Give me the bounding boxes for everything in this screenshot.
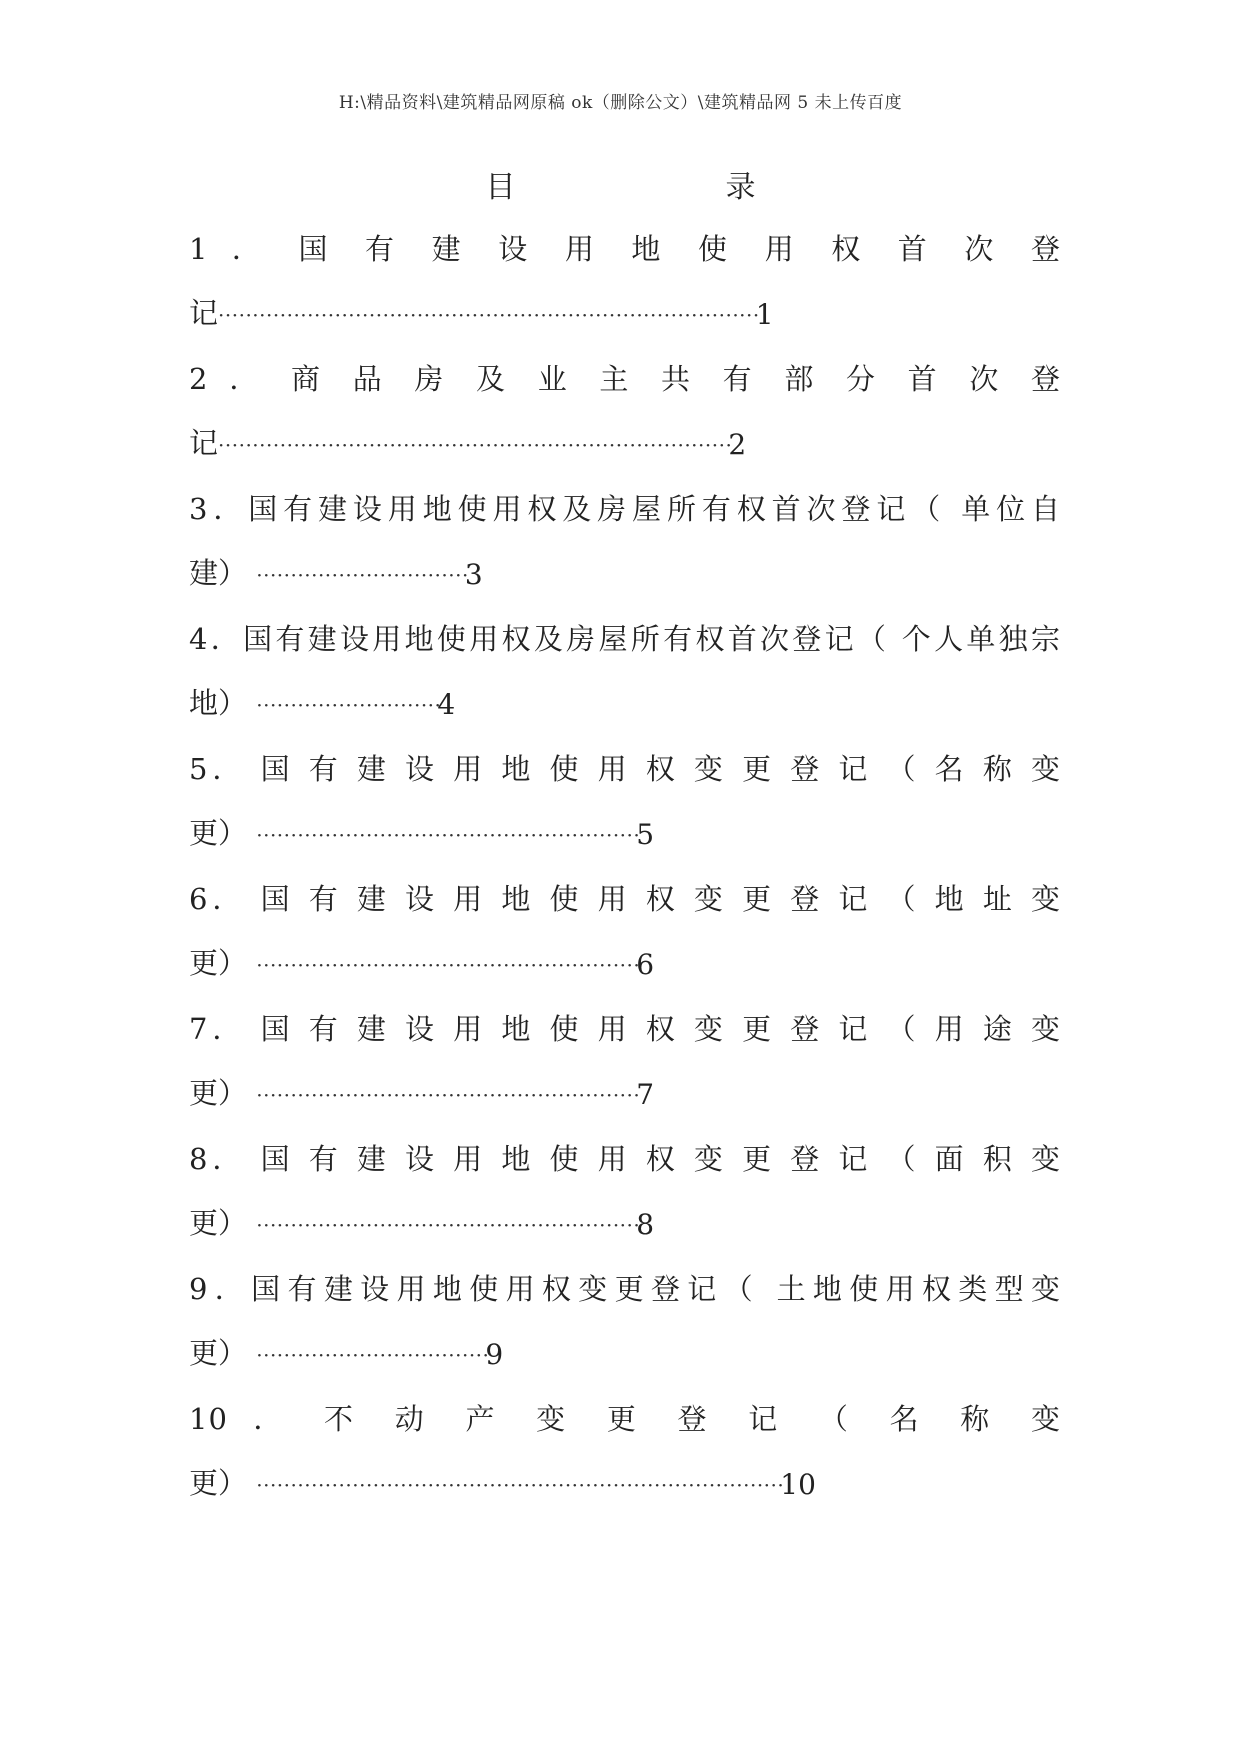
toc-entry-6[interactable]: [189, 874, 1061, 1004]
toc-entry-title: 7． 国 有 建 设 用 地 使 用 权 变 更 登 记 （ 用 途 变: [189, 1012, 1061, 1046]
toc-entry-continuation: [189, 1068, 1061, 1134]
toc-entry-title: 5． 国 有 建 设 用 地 使 用 权 变 更 登 记 （ 名 称 变: [189, 752, 1061, 786]
toc-entry-4[interactable]: [189, 614, 1061, 744]
toc-entry-continuation: [189, 418, 1061, 484]
toc-page-number: 4: [437, 688, 456, 721]
toc-entry-title: 8． 国 有 建 设 用 地 使 用 权 变 更 登 记 （ 面 积 变: [189, 1142, 1061, 1176]
file-path-header: H:\精品资料\建筑精品网原稿 ok（删除公文）\建筑精品网 5 未上传百度: [338, 93, 903, 113]
toc-entry-title: 2 ． 商 品 房 及 业 主 共 有 部 分 首 次 登: [189, 362, 1061, 396]
toc-entry-8[interactable]: [189, 1134, 1061, 1264]
toc-entry-title: 1 ． 国 有 建 设 用 地 使 用 权 首 次 登: [189, 232, 1061, 266]
toc-entry-title: 3．国有建设用地使用权及房屋所有权首次登记（ 单位自: [189, 492, 1061, 526]
toc-entry-tail: 记: [189, 426, 219, 460]
toc-entry-tail: 建）: [189, 556, 248, 590]
toc-entry-title: 4．国有建设用地使用权及房屋所有权首次登记（ 个人单独宗: [189, 622, 1061, 656]
toc-entry-9[interactable]: [189, 1264, 1061, 1394]
table-of-contents: [189, 224, 1061, 1524]
toc-entry-10[interactable]: [189, 1394, 1061, 1524]
toc-entry-continuation: [189, 548, 1061, 614]
toc-leader-dots: ···························: [256, 693, 442, 717]
toc-entry-continuation: [189, 1198, 1061, 1264]
toc-entry-continuation: [189, 1458, 1061, 1524]
toc-entry-7[interactable]: [189, 1004, 1061, 1134]
toc-entry-tail: 更）: [189, 946, 248, 980]
toc-leader-dots: ························································: [256, 1213, 641, 1237]
toc-page-number: 3: [464, 558, 483, 591]
toc-page-number: 10: [780, 1468, 816, 1501]
toc-entry-continuation: [189, 808, 1061, 874]
toc-entry-tail: 记: [189, 296, 219, 330]
toc-entry-5[interactable]: [189, 744, 1061, 874]
toc-entry-tail: 更）: [189, 1206, 248, 1240]
toc-entry-tail: 更）: [189, 816, 248, 850]
toc-leader-dots: ·······························: [256, 563, 469, 587]
toc-leader-dots: ························································: [256, 953, 641, 977]
toc-entry-2[interactable]: [189, 354, 1061, 484]
toc-page-number: 5: [636, 818, 655, 851]
toc-entry-tail: 更）: [189, 1076, 248, 1110]
toc-leader-dots: ···········································································: [218, 433, 733, 457]
toc-leader-dots: ···············································································: [218, 303, 760, 327]
toc-entry-continuation: [189, 678, 1061, 744]
toc-entry-tail: 地）: [189, 686, 248, 720]
toc-leader-dots: ························································: [256, 1083, 641, 1107]
toc-leader-dots: ························································: [256, 823, 641, 847]
toc-title: 目 录: [485, 170, 846, 205]
toc-page-number: 2: [728, 428, 747, 461]
toc-leader-dots: ·············································································: [256, 1473, 785, 1497]
toc-entry-1[interactable]: [189, 224, 1061, 354]
toc-page-number: 7: [636, 1078, 655, 1111]
toc-entry-continuation: [189, 938, 1061, 1004]
toc-leader-dots: ··································: [256, 1343, 490, 1367]
toc-page-number: 8: [636, 1208, 655, 1241]
toc-page-number: 9: [485, 1338, 504, 1371]
toc-page-number: 6: [636, 948, 655, 981]
toc-entry-title: 6． 国 有 建 设 用 地 使 用 权 变 更 登 记 （ 地 址 变: [189, 882, 1061, 916]
toc-entry-continuation: [189, 1328, 1061, 1394]
toc-entry-tail: 更）: [189, 1466, 248, 1500]
toc-entry-tail: 更）: [189, 1336, 248, 1370]
toc-page-number: 1: [755, 298, 774, 331]
toc-entry-title: 10 ． 不 动 产 变 更 登 记 （ 名 称 变: [189, 1402, 1061, 1436]
toc-entry-title: 9．国有建设用地使用权变更登记（ 土地使用权类型变: [189, 1272, 1061, 1306]
toc-entry-3[interactable]: [189, 484, 1061, 614]
toc-entry-continuation: [189, 288, 1061, 354]
